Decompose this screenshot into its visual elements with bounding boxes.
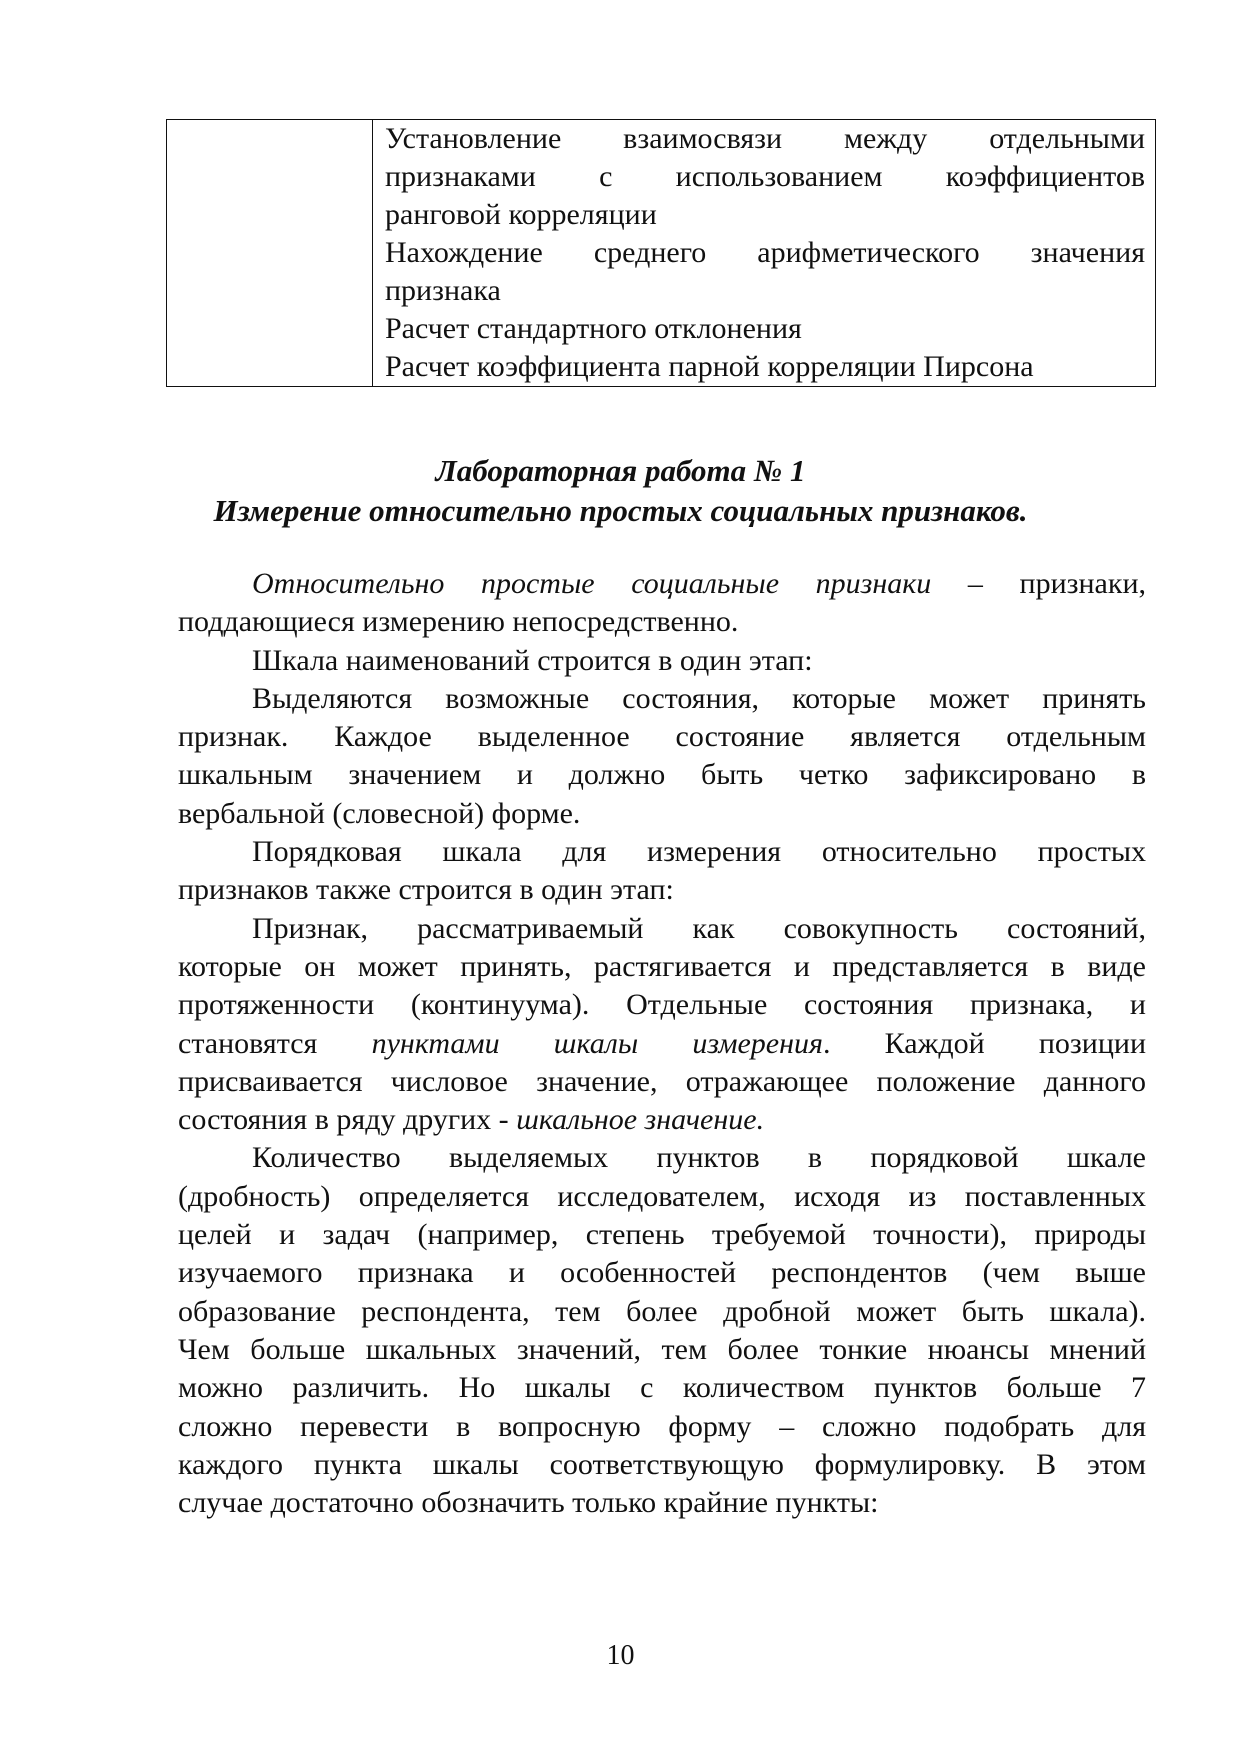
lab-work-title: Лабораторная работа № 1 [435,453,806,488]
paragraph-line [178,1025,1146,1063]
page-number: 10 [606,1640,635,1671]
paragraph-line: изучаемого признака и особенностей респондентов (чем выше [178,1256,1146,1290]
paragraph-line: (дробность) определяется исследователем, исходя из поставленных [178,1179,1146,1213]
lab-work-subtitle: Измерение относительно простых социальных признаков. [213,493,1028,528]
italic-term: пунктами шкалы измерения [371,1026,823,1060]
paragraph-line: Порядковая шкала для измерения относительно простых [252,835,1146,869]
paragraph-line: сложно перевести в вопросную форму – сложно подобрать для [178,1409,1146,1443]
methods-table [166,119,1156,387]
table-line: Расчет коэффициента парной корреляции Пирсона [385,350,1034,383]
paragraph-line: признаков также строится в один этап: [178,873,674,907]
paragraph-line: каждого пункта шкалы соответствующую формулировку. В этом [178,1447,1146,1481]
paragraph-line: шкальным значением и должно быть четко зафиксировано в [178,758,1146,792]
italic-term: шкальное значение. [516,1103,765,1137]
text-span: состояния в ряду других - [178,1103,517,1137]
text-span: – признаки, [967,567,1147,600]
paragraph-line: которые он может принять, растягивается и представляется в виде [178,949,1146,983]
body-text [178,565,1146,1522]
paragraph-line: Признак, рассматриваемый как совокупность состояний, [252,911,1146,945]
table-line: признака [385,274,501,307]
table-line: Расчет стандартного отклонения [385,312,802,345]
paragraph-line: Выделяются возможные состояния, которые может принять [252,681,1146,715]
paragraph-line: Чем больше шкальных значений, тем более тонкие нюансы мнений [178,1332,1146,1366]
text-span: . Каждой позиции [822,1026,1146,1060]
paragraph-line: поддающиеся измерению непосредственно. [178,605,739,639]
table-line: Установление взаимосвязи между отдельными [385,122,1145,155]
table-left-cell [167,120,373,386]
paragraph-line: признак. Каждое выделенное состояние является отдельным [178,720,1146,754]
paragraph-line: присваивается числовое значение, отражающее положение данного [178,1064,1146,1098]
paragraph-line: Шкала наименований строится в один этап: [252,643,813,677]
paragraph-line: протяженности (континуума). Отдельные состояния признака, и [178,988,1146,1022]
paragraph-line [178,1101,1146,1139]
paragraph-line: случае достаточно обозначить только крайние пункты: [178,1486,879,1520]
table-line: признаками с использованием коэффициентов [385,160,1145,193]
italic-term: Относительно простые социальные признаки [252,567,932,600]
paragraph-line: можно различить. Но шкалы с количеством пунктов больше 7 [178,1371,1146,1405]
paragraph-line: вербальной (словесной) форме. [178,796,581,830]
paragraph-line: образование респондента, тем более дробной может быть шкала). [178,1294,1146,1328]
table-right-cell [373,120,1155,386]
paragraph-line: целей и задач (например, степень требуемой точности), природы [178,1218,1146,1252]
paragraph-line [178,565,1146,603]
table-line: ранговой корреляции [385,198,657,231]
table-line: Нахождение среднего арифметического значения [385,236,1145,269]
paragraph-line: Количество выделяемых пунктов в порядковой шкале [252,1141,1146,1175]
text-span: становятся [178,1026,318,1060]
